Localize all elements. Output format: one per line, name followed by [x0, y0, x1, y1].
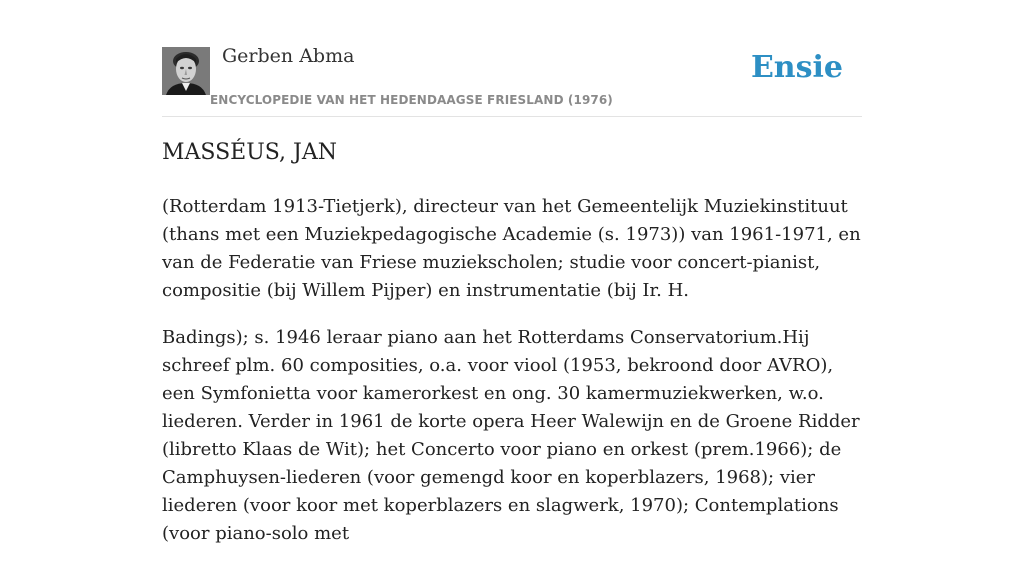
author-name[interactable]: Gerben Abma	[222, 45, 355, 67]
author-avatar[interactable]	[162, 47, 210, 95]
portrait-image	[162, 47, 210, 95]
paragraph: (Rotterdam 1913-Tietjerk), directeur van het Gemeentelijk Muziekinstituut (thans met een Muziekpedagogische Academie (s. 1973)) van 1961-1971, en van de Federatie van Friese muziekscholen; studie voor concert-pianist, compositie (bij Willem Pijper) en instrumentatie (bij Ir. H.	[162, 196, 861, 301]
paragraph: Badings); s. 1946 leraar piano aan het Rotterdams Conservatorium.Hij schreef plm. 60 composities, o.a. voor viool (1953, bekroond door AVRO), een Symfonietta voor kamerorkest en ong. 30 kamermuziekwerken, w.o. liederen. Verder in 1961 de korte opera Heer Walewijn en de Groene Ridder (libretto Klaas de Wit); het Concerto voor piano en orkest (prem.1966); de Camphuysen-liederen (voor gemengd koor en koperblazers, 1968); vier liederen (voor koor met koperblazers en slagwerk, 1970); Contemplations (voor piano-solo met	[162, 327, 860, 544]
ensie-logo[interactable]: Ensie	[750, 50, 843, 85]
article-body	[162, 193, 864, 567]
article-title: MASSÉUS, JAN	[162, 140, 338, 165]
header	[162, 0, 862, 117]
source-label[interactable]: ENCYCLOPEDIE VAN HET HEDENDAAGSE FRIESLAND (1976)	[210, 93, 613, 107]
